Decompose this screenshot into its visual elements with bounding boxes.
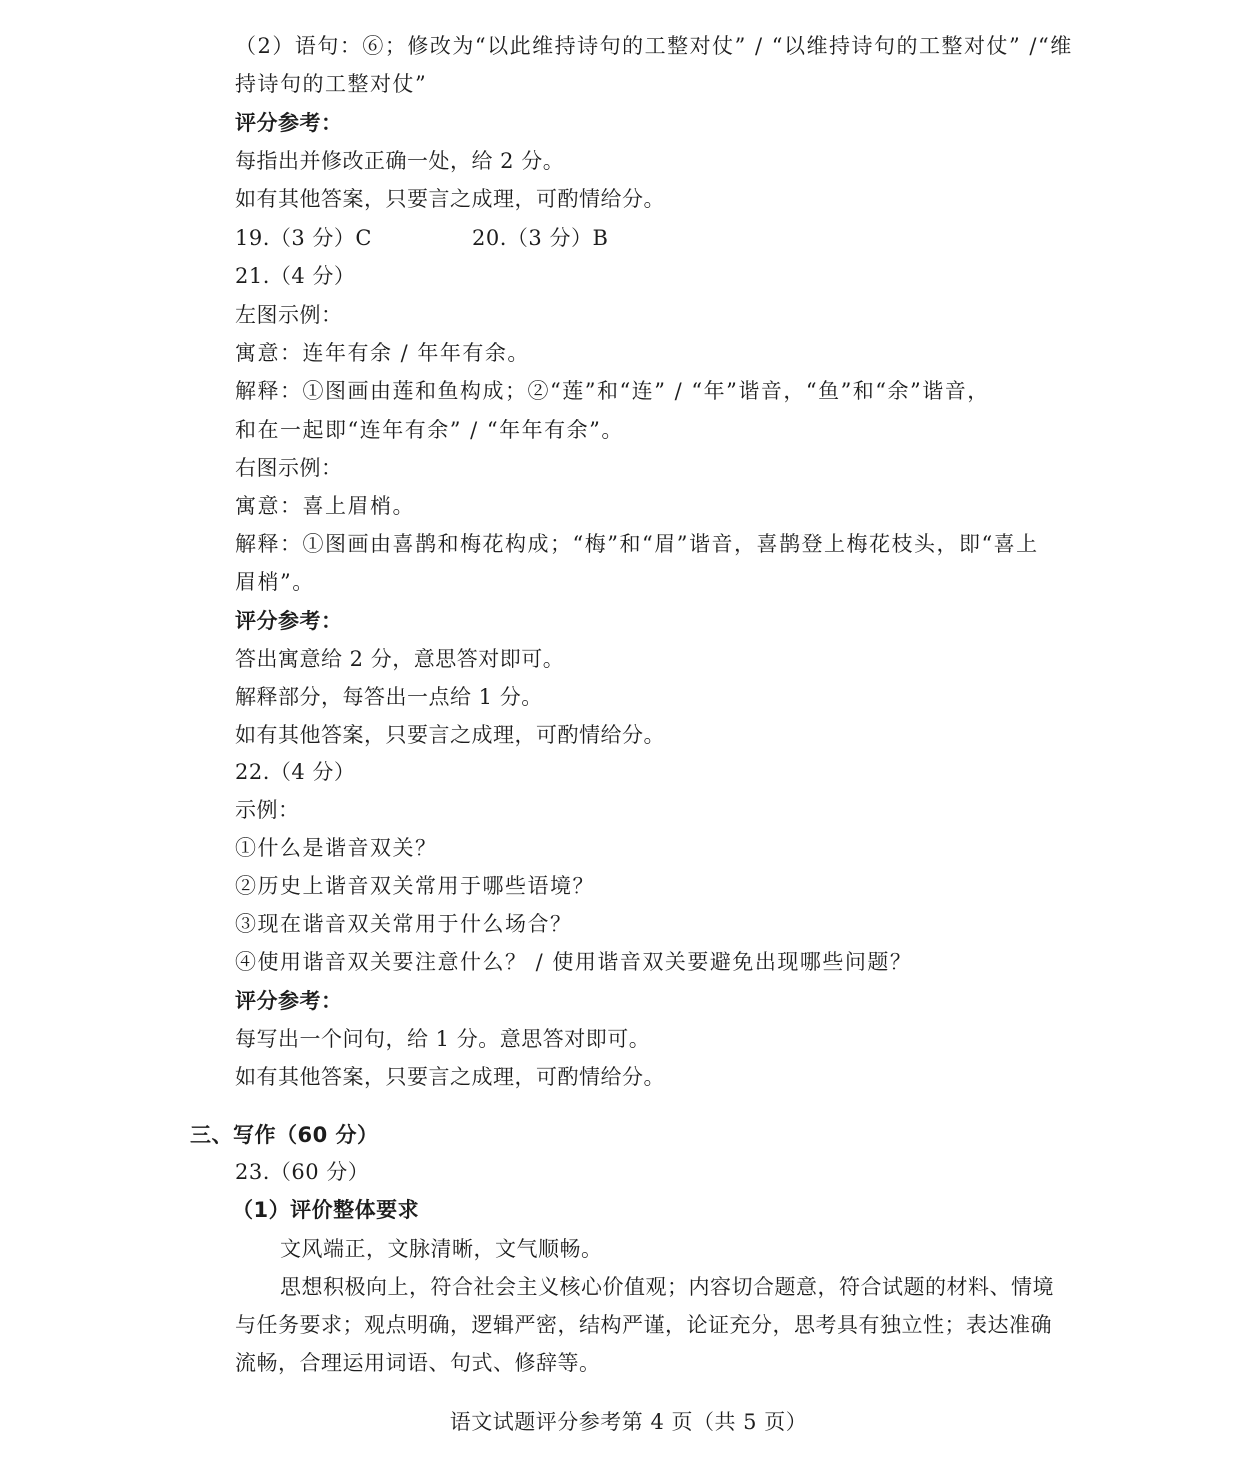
example-question-4: ④使用谐音双关要注意什么？ / 使用谐音双关要避免出现哪些问题？ xyxy=(235,950,913,974)
left-explanation-line2: 和在一起即“连年有余” / “年年有余”。 xyxy=(235,418,624,442)
scoring-heading: 评分参考： xyxy=(235,989,343,1013)
page-footer: 语文试题评分参考第 4 页（共 5 页） xyxy=(449,1410,808,1434)
right-explanation-line1: 解释：①图画由喜鹊和梅花构成；“梅”和“眉”谐音，喜鹊登上梅花枝头，即“喜上 xyxy=(235,532,1039,556)
question-22-heading: 22.（4 分） xyxy=(235,760,356,784)
answer-19: 19.（3 分）C xyxy=(235,226,373,250)
question-23-heading: 23.（60 分） xyxy=(235,1160,370,1184)
example-question-3: ③现在谐音双关常用于什么场合？ xyxy=(235,912,573,936)
right-image-example-label: 右图示例： xyxy=(235,456,343,480)
requirements-paragraph-2-line2: 与任务要求；观点明确，逻辑严密，结构严谨，论证充分，思考具有独立性；表达准确 xyxy=(235,1313,1052,1337)
example-question-2: ②历史上谐音双关常用于哪些语境？ xyxy=(235,874,595,898)
scoring-text: 如有其他答案，只要言之成理，可酌情给分。 xyxy=(235,187,665,211)
right-meaning: 寓意：喜上眉梢。 xyxy=(235,494,415,518)
scoring-text: 答出寓意给 2 分，意思答对即可。 xyxy=(235,647,565,671)
right-explanation-line2: 眉梢”。 xyxy=(235,570,315,594)
scoring-text: 如有其他答案，只要言之成理，可酌情给分。 xyxy=(235,1065,665,1089)
requirements-paragraph-2-line1: 思想积极向上，符合社会主义核心价值观；内容切合题意，符合试题的材料、情境 xyxy=(280,1275,1054,1299)
scoring-text: 解释部分，每答出一点给 1 分。 xyxy=(235,685,543,709)
scoring-heading: 评分参考： xyxy=(235,609,343,633)
question-21-heading: 21.（4 分） xyxy=(235,264,356,288)
answer-18-2-line1: （2）语句：⑥；修改为“以此维持诗句的工整对仗” / “以维持诗句的工整对仗” /“维 xyxy=(235,34,1073,58)
scoring-heading: 评分参考： xyxy=(235,111,343,135)
overall-requirements-heading: （1）评价整体要求 xyxy=(232,1198,420,1222)
scoring-text: 如有其他答案，只要言之成理，可酌情给分。 xyxy=(235,723,665,747)
left-meaning: 寓意：连年有余 / 年年有余。 xyxy=(235,341,530,365)
left-explanation-line1: 解释：①图画由莲和鱼构成；②“莲”和“连” / “年”谐音，“鱼”和“余”谐音， xyxy=(235,379,990,403)
answer-18-2-line2: 持诗句的工整对仗” xyxy=(235,72,428,96)
example-label: 示例： xyxy=(235,798,300,822)
left-image-example-label: 左图示例： xyxy=(235,303,343,327)
answer-19-20-row xyxy=(235,224,608,252)
answer-20: 20.（3 分）B xyxy=(472,226,609,250)
requirements-paragraph-1: 文风端正，文脉清晰，文气顺畅。 xyxy=(280,1237,603,1261)
scoring-text: 每写出一个问句，给 1 分。意思答对即可。 xyxy=(235,1027,651,1051)
example-question-1: ①什么是谐音双关？ xyxy=(235,836,438,860)
section-writing-heading: 三、写作（60 分） xyxy=(190,1123,379,1147)
requirements-paragraph-2-line3: 流畅，合理运用词语、句式、修辞等。 xyxy=(235,1351,601,1375)
scoring-text: 每指出并修改正确一处，给 2 分。 xyxy=(235,149,565,173)
